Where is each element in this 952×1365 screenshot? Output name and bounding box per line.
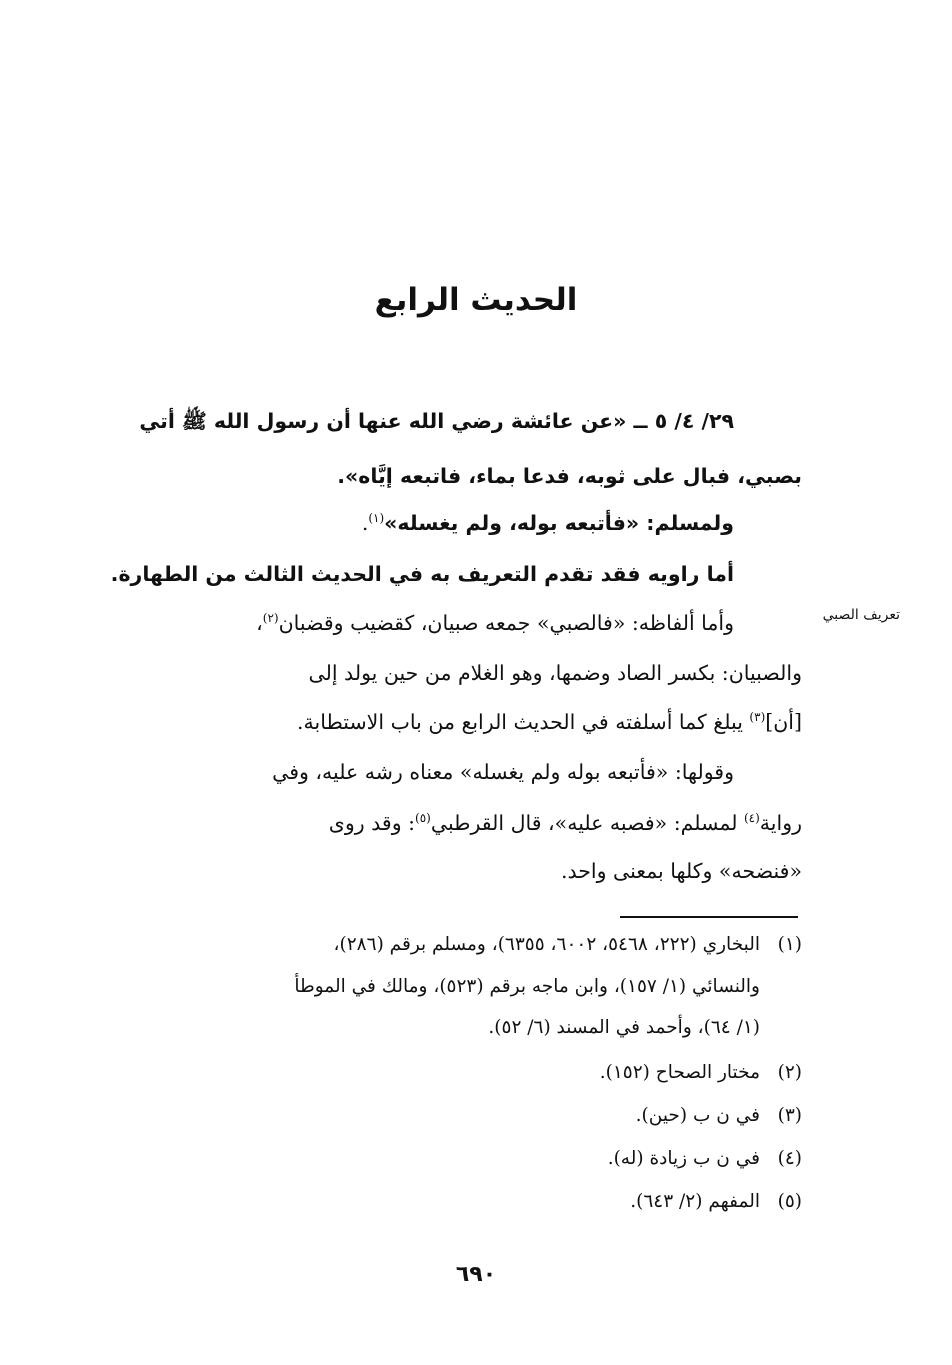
footnote-3-number: (٣) <box>777 1105 802 1126</box>
footnote-1-line-1: البخاري (٢٢٢، ٥٤٦٨، ٦٠٠٢، ٦٣٥٥)، ومسلم برقم (٢٨٦)، <box>333 934 760 955</box>
footnote-ref-2: (٢) <box>262 611 279 626</box>
body-line-7-text: يبلغ كما أسلفته في الحديث الرابع من باب الاستطابة. <box>297 710 750 734</box>
footnote-separator <box>620 916 798 918</box>
hadith-line-1: ٢٩/ ٤/ ٥ ــ «عن عائشة رضي الله عنها أن رسول الله ﷺ أتي <box>139 409 734 433</box>
body-line-7-start: [أن] <box>765 710 802 734</box>
footnote-ref-5: (٥) <box>415 811 431 826</box>
body-line-9-end: : وقد روى <box>328 811 416 835</box>
body-line-10: «فنضحه» وكلها بمعنى واحد. <box>560 859 802 883</box>
footnote-ref-4: (٤) <box>743 811 760 826</box>
body-line-9-start: رواية <box>759 811 802 835</box>
footnote-1-line-3: (١/ ٦٤)، وأحمد في المسند (٦/ ٥٢). <box>488 1017 760 1038</box>
hadith-line-3 <box>362 506 734 540</box>
footnote-1-number: (١) <box>777 934 802 955</box>
page-number: ٦٩٠ <box>455 1262 497 1287</box>
body-line-7 <box>297 705 802 739</box>
footnote-4-text: في ن ب زيادة (له). <box>607 1148 760 1169</box>
body-line-5 <box>256 606 734 640</box>
footnote-ref-1: (١) <box>368 511 385 526</box>
footnote-1-line-2: والنسائي (١/ ١٥٧)، وابن ماجه برقم (٥٢٣)، ومالك في الموطأ <box>294 976 760 997</box>
footnote-2-text: مختار الصحاح (١٥٢). <box>599 1062 760 1083</box>
footnote-2-number: (٢) <box>777 1062 802 1083</box>
footnote-3 <box>636 1101 802 1131</box>
body-line-9 <box>329 806 802 840</box>
hadith-line-2: بصبي، فبال على ثوبه، فدعا بماء، فاتبعه إيَّاه». <box>337 464 802 488</box>
footnote-1 <box>334 930 802 960</box>
margin-note: تعريف الصبي <box>822 607 900 623</box>
footnote-4-number: (٤) <box>777 1148 802 1169</box>
body-line-5-end: ، <box>256 611 263 635</box>
footnote-5-text: المفهم (٢/ ٦٤٣). <box>630 1191 760 1212</box>
body-line-8: وقولها: «فأتبعه بوله ولم يغسله» معناه رشه عليه، وفي <box>272 760 734 784</box>
body-line-5-text: وأما ألفاظه: «فالصبي» جمعه صبيان، كقضيب وقضبان <box>278 611 734 635</box>
footnote-4 <box>608 1144 802 1174</box>
body-line-9-mid: لمسلم: «فصبه عليه»، قال القرطبي <box>430 811 744 835</box>
footnote-5-number: (٥) <box>777 1191 802 1212</box>
section-heading: الحديث الرابع <box>374 282 578 318</box>
narrator-line: أما راويه فقد تقدم التعريف به في الحديث الثالث من الطهارة. <box>110 562 734 586</box>
hadith-line-3-end: . <box>361 511 369 535</box>
footnote-3-text: في ن ب (حين). <box>635 1105 760 1126</box>
body-line-6: والصبيان: بكسر الصاد وضمها، وهو الغلام من حين يولد إلى <box>308 661 802 685</box>
footnote-5 <box>630 1187 802 1217</box>
footnote-ref-3: (٣) <box>749 710 766 725</box>
footnote-2 <box>600 1058 802 1088</box>
hadith-line-3-text: ولمسلم: «فأتبعه بوله، ولم يغسله» <box>384 511 734 535</box>
